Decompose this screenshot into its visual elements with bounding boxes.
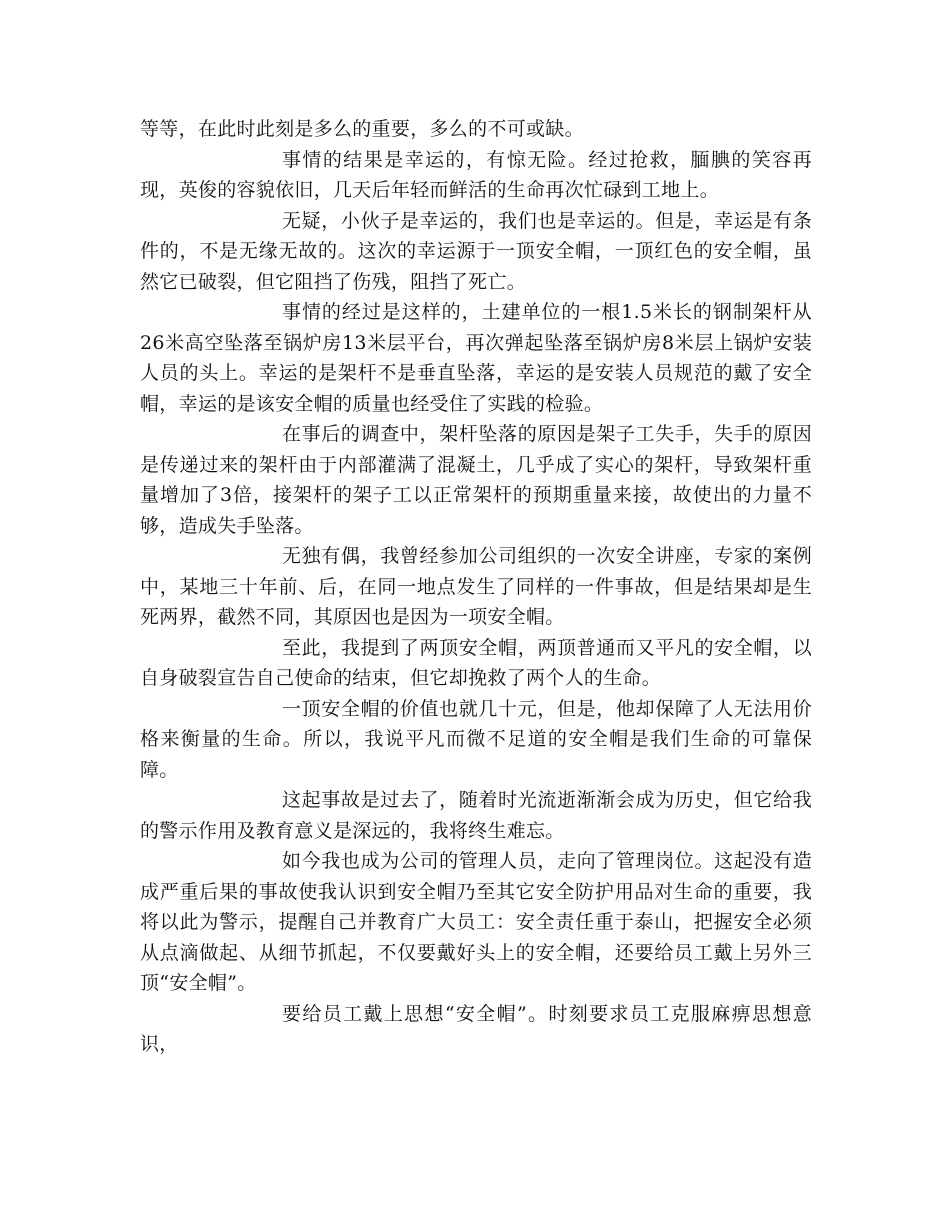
paragraph: 如今我也成为公司的管理人员，走向了管理岗位。这起没有造成严重后果的事故使我认识到安全帽乃至其它安全防护用品对生命的重要，我将以此为警示，提醒自己并教育广大员工：安全责任重于泰山，把握安全必须从点滴做起、从细节抓起，不仅要戴好头上的安全帽，还要给员工戴上另外三顶“安全帽”。 [140, 850, 812, 994]
paragraph-continuation: 等等，在此时此刻是多么的重要，多么的不可或缺。 [140, 118, 584, 140]
paragraph: 在事后的调查中，架杆坠落的原因是架子工失手，失手的原因是传递过来的架杆由于内部灌满了混凝土，几乎成了实心的架杆，导致架杆重量增加了3倍，接架杆的架子工以正常架杆的预期重量来接，故使出的力量不够，造成失手坠落。 [140, 423, 812, 537]
paragraph: 无独有偶，我曾经参加公司组织的一次安全讲座，专家的案例中，某地三十年前、后，在同一地点发生了同样的一件事故，但是结果却是生死两界，截然不同，其原因也是因为一项安全帽。 [140, 545, 812, 628]
paragraph: 事情的经过是这样的，土建单位的一根1.5米长的钢制架杆从26米高空坠落至锅炉房13米层平台，再次弹起坠落至锅炉房8米层上锅炉安装人员的头上。幸运的是架杆不是垂直坠落，幸运的是安装人员规范的戴了安全帽，幸运的是该安全帽的质量也经受住了实践的检验。 [140, 301, 812, 415]
paragraph: 一顶安全帽的价值也就几十元，但是，他却保障了人无法用价格来衡量的生命。所以，我说平凡而微不足道的安全帽是我们生命的可靠保障。 [140, 697, 812, 781]
body-text [140, 114, 812, 1060]
paragraph: 要给员工戴上思想“安全帽”。时刻要求员工克服麻痹思想意识， [140, 1002, 812, 1055]
paragraph: 无疑，小伙子是幸运的，我们也是幸运的。但是，幸运是有条件的，不是无缘无故的。这次的幸运源于一顶安全帽，一顶红色的安全帽，虽然它已破裂，但它阻挡了伤残，阻挡了死亡。 [140, 209, 812, 293]
paragraph: 至此，我提到了两顶安全帽，两顶普通而又平凡的安全帽，以自身破裂宣告自己使命的结束，但它却挽救了两个人的生命。 [140, 636, 812, 689]
paragraph: 这起事故是过去了，随着时光流逝渐渐会成为历史，但它给我的警示作用及教育意义是深远的，我将终生难忘。 [140, 789, 812, 842]
paragraph: 事情的结果是幸运的，有惊无险。经过抢救，腼腆的笑容再现，英俊的容貌依旧，几天后年轻而鲜活的生命再次忙碌到工地上。 [140, 148, 812, 201]
